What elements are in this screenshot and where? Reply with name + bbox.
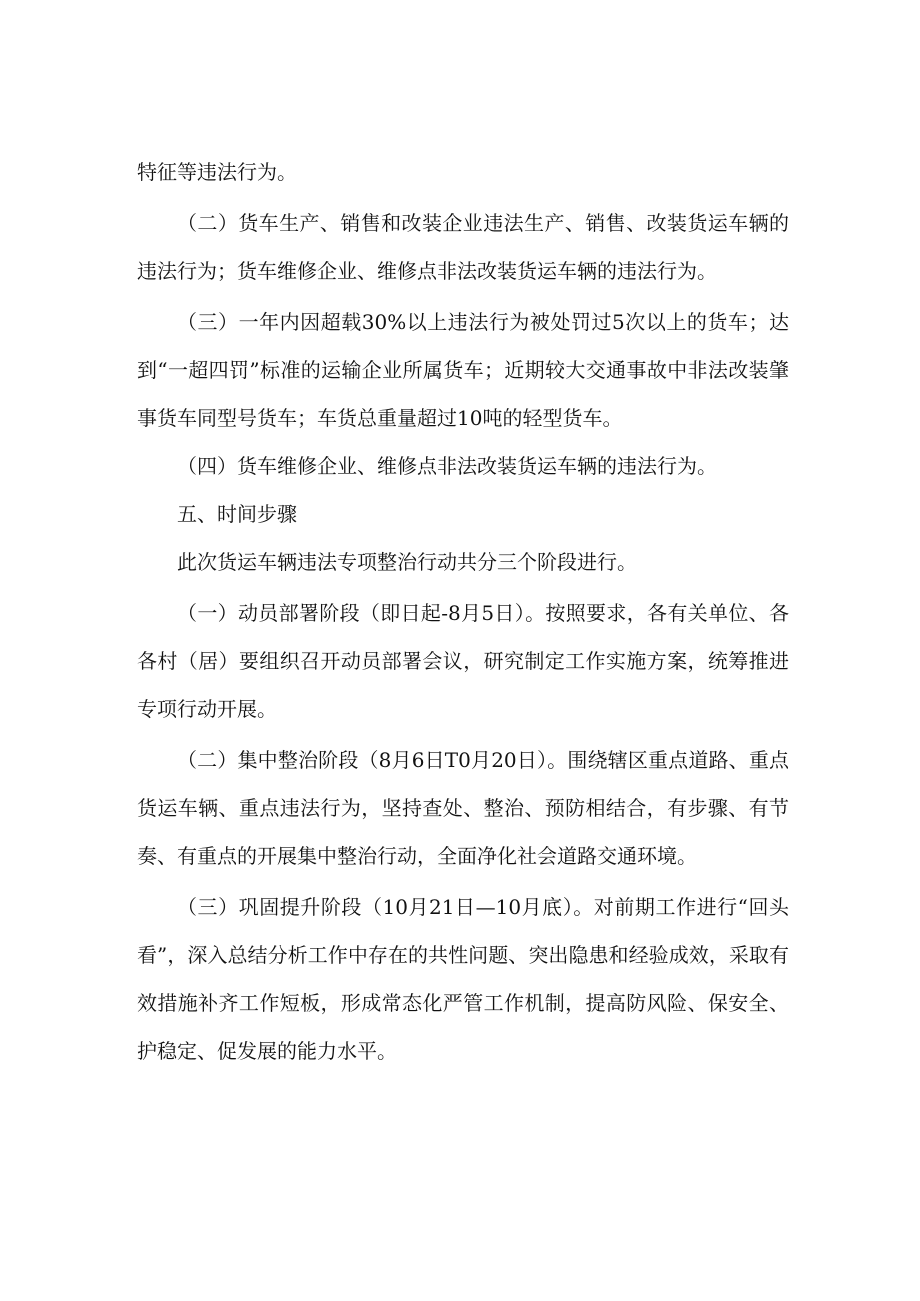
- section-heading: 五、时间步骤: [177, 502, 297, 526]
- paragraph-item-2: （二）货车生产、销售和改装企业违法生产、销售、改装货运车辆的违法行为；货车维修企业、维修点非法改装货运车辆的违法行为。: [137, 211, 789, 283]
- paragraph-intro: 此次货运车辆违法专项整治行动共分三个阶段进行。: [177, 550, 637, 574]
- document-body: [137, 148, 789, 1075]
- paragraph-item-4: （四）货车维修企业、维修点非法改装货运车辆的违法行为。: [177, 454, 717, 478]
- paragraph-stage-1: （一）动员部署阶段（即日起-8月5日）。按照要求，各有关单位、各各村（居）要组织召开动员部署会议，研究制定工作实施方案，统筹推进专项行动开展。: [137, 601, 789, 721]
- paragraph-stage-2: （二）集中整治阶段（8月6日T0月20日）。围绕辖区重点道路、重点货运车辆、重点违法行为，坚持查处、整治、预防相结合，有步骤、有节奏、有重点的开展集中整治行动，全面净化社会道路交通环境。: [137, 748, 789, 868]
- paragraph-continuation: 特征等违法行为。: [137, 160, 297, 184]
- paragraph-item-3: （三）一年内因超载30%以上违法行为被处罚过5次以上的货车；达到“一超四罚”标准的运输企业所属货车；近期较大交通事故中非法改装肇事货车同型号货车；车货总重量超过10吨的轻型货车。: [137, 310, 789, 430]
- paragraph-stage-3: （三）巩固提升阶段（10月21日—10月底）。对前期工作进行“回头看”，深入总结分析工作中存在的共性问题、突出隐患和经验成效，采取有效措施补齐工作短板，形成常态化严管工作机制，提高防风险、保安全、护稳定、促发展的能力水平。: [137, 895, 789, 1063]
